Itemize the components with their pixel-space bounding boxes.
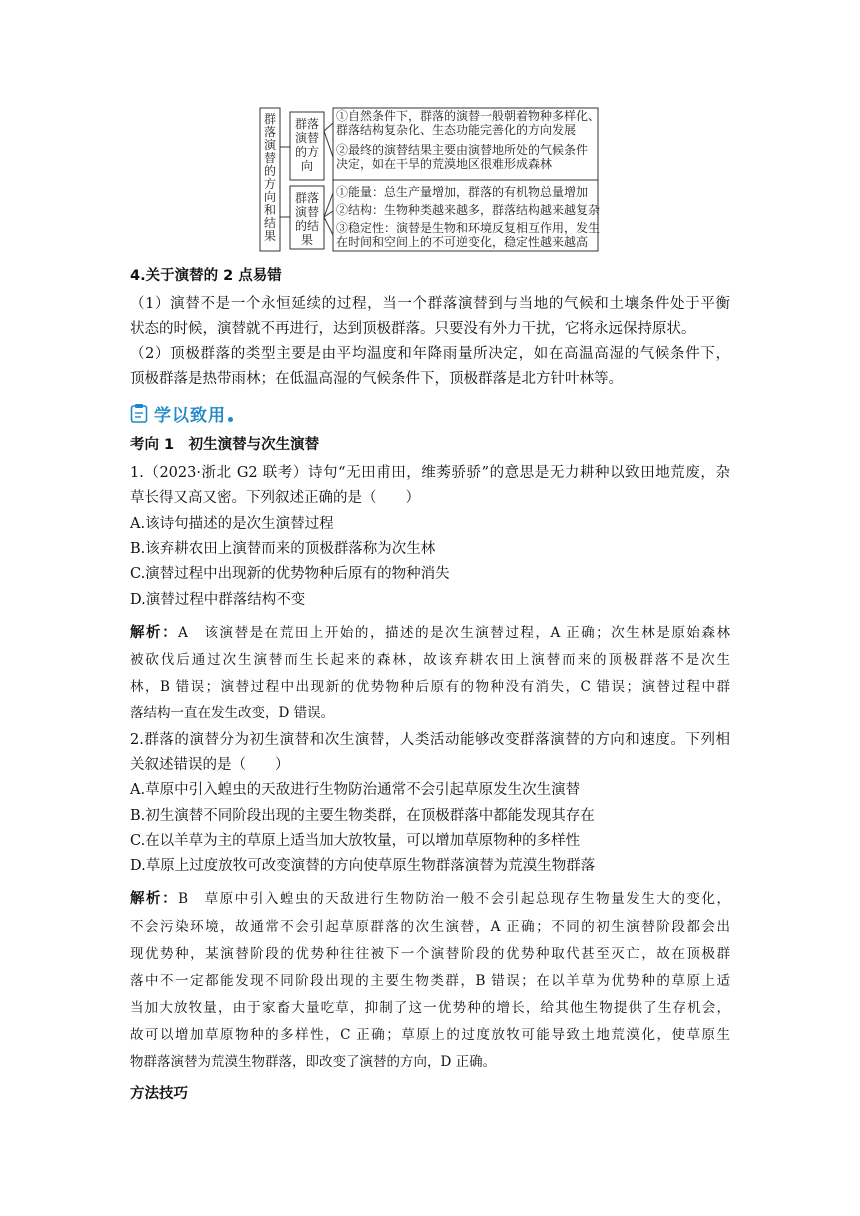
answer-label: 解析： [130,891,179,907]
answer-line: 林，B 错误；演替过程中出现新的优势物种后原有的物种没有消失，C 错误；演替过程中群 [130,679,730,695]
option-b: B.该弃耕农田上演替而来的顶极群落称为次生林 [130,541,436,557]
question-line: 1.（2023·浙北 G2 联考）诗句“无田甫田，维莠骄骄”的意思是无力耕种以致田地荒废，杂 [130,465,730,481]
answer-line: 落中不一定都能发现不同阶段出现的主要生物类群，B 错误；在以羊草为优势种的草原上适 [130,973,730,989]
diagram-item: ③稳定性：演替是生物和环境反复相互作用，发生 [336,221,601,235]
option-a: A.草原中引入蝗虫的天敌进行生物防治通常不会引起草原发生次生演替 [130,782,581,798]
answer-text: B 草原中引入蝗虫的天敌进行生物防治一般不会引起总现存生物量发生大的变化， [178,891,731,907]
answer-line: 故可以增加草原物种的多样性，C 正确；草原上的过度放牧可能导致土地荒漠化，使草原生 [130,1027,730,1043]
answer-line: 落结构一直在发生改变，D 错误。 [130,705,335,721]
diagram-item: ②最终的演替结果主要由演替地所处的气候条件 [336,143,589,157]
diagram-item: 决定，如在干旱的荒漠地区很难形成森林 [336,157,553,171]
diagram-branch-direction: 群落演替的方向 [294,117,319,173]
title-dot [228,417,233,422]
paragraph-line: 顶极群落是热带雨林；在低温高湿的气候条件下，顶极群落是北方针叶林等。 [130,371,623,387]
option-d: D.草原上过度放牧可改变演替的方向使草原生物群落演替为荒漠生物群落 [130,858,596,874]
diagram-branch-result: 群落演替的结果 [294,191,319,247]
diagram-item: ①自然条件下，群落的演替一般朝着物种多样化、 [336,109,601,123]
question-line: 2.群落的演替分为初生演替和次生演替，人类活动能够改变群落演替的方向和速度。下列相 [130,732,730,748]
question-line: 关叙述错误的是（ ） [130,757,290,773]
diagram-item: 群落结构复杂化、生态功能完善化的方向发展 [336,123,577,137]
diagram-item: ②结构：生物种类越来越多，群落结构越来越复杂 [336,203,601,217]
clipboard-icon [130,403,148,423]
method-heading: 方法技巧 [130,1086,188,1102]
answer-line [130,888,730,910]
option-c: C.在以羊草为主的草原上适当加大放牧量，可以增加草原物种的多样性 [130,833,581,849]
answer-line: 不会污染环境，故通常不会引起草原群落的次生演替，A 正确；不同的初生演替阶段都会出 [130,919,730,935]
answer-line: 被砍伐后通过次生演替而生长起来的森林，故该弃耕农田上演替而来的顶极群落不是次生 [130,652,730,668]
answer-line: 物群落演替为荒漠生物群落，即改变了演替的方向，D 正确。 [130,1054,497,1070]
option-c: C.演替过程中出现新的优势物种后原有的物种消失 [130,566,450,582]
option-b: B.初生演替不同阶段出现的主要生物类群，在顶极群落中都能发现其存在 [130,808,595,824]
option-a: A.该诗句描述的是次生演替过程 [130,516,334,532]
direction-heading: 考向 1 初生演替与次生演替 [130,437,320,453]
diagram-item: ①能量：总生产量增加，群落的有机物总量增加 [336,185,589,199]
diagram-item: 在时间和空间上的不可逆变化，稳定性越来越高 [336,235,589,249]
paragraph-line: （2）顶极群落的类型主要是由平均温度和年降雨量所决定，如在高温高湿的气候条件下， [130,346,730,362]
section-title [130,401,233,425]
section-title-text: 学以致用 [154,405,226,426]
diagram-root-label: 群落演替的方向和结果 [263,112,276,243]
succession-diagram [259,107,599,253]
section-heading: 4.关于演替的 2 点易错 [130,268,282,284]
option-d: D.演替过程中群落结构不变 [130,592,306,608]
answer-line [130,622,730,644]
question-line: 草长得又高又密。下列叙述正确的是（ ） [130,490,420,506]
paragraph-line: 状态的时候，演替就不再进行，达到顶极群落。只要没有外力干扰，它将永远保持原状。 [130,321,696,337]
answer-line: 现优势种，某演替阶段的优势种往往被下一个演替阶段的优势种取代甚至灭亡，故在顶极群 [130,946,730,962]
answer-line: 当加大放牧量，由于家畜大量吃草，抑制了这一优势种的增长，给其他生物提供了生存机会， [130,1000,730,1016]
answer-text: A 该演替是在荒田上开始的，描述的是次生演替过程，A 正确；次生林是原始森林 [178,625,731,641]
answer-label: 解析： [130,625,179,641]
paragraph-line: （1）演替不是一个永恒延续的过程，当一个群落演替到与当地的气候和土壤条件处于平衡 [130,296,730,312]
